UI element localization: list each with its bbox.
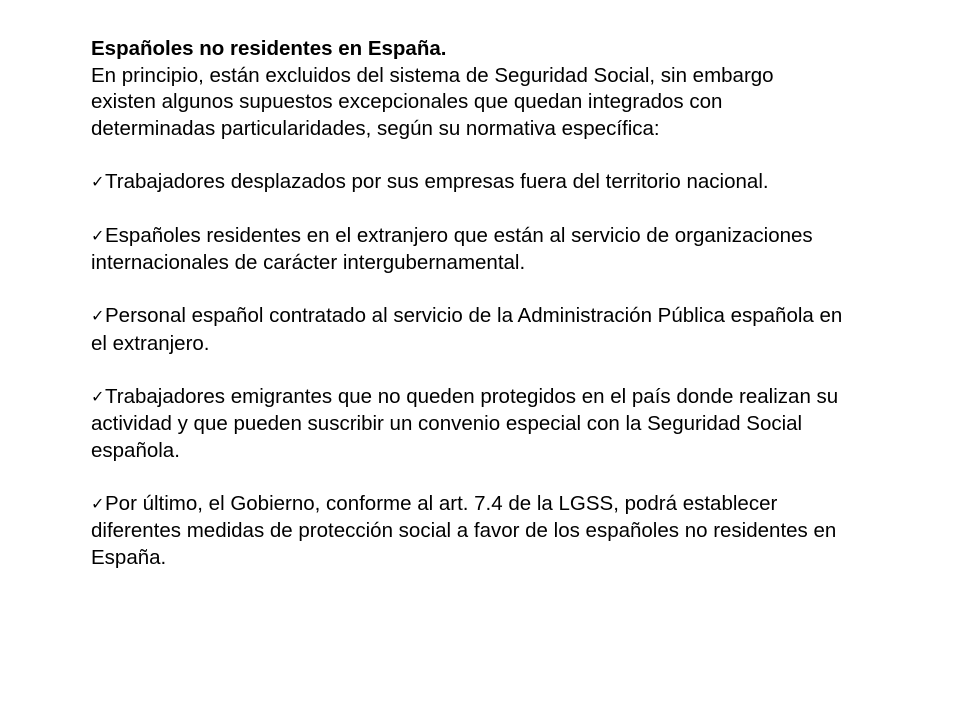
slide-title: Españoles no residentes en España.	[91, 37, 447, 60]
list-item	[91, 223, 851, 277]
list-item	[91, 384, 851, 465]
checkmark-icon: ✓	[91, 227, 105, 245]
intro-paragraph: En principio, están excluidos del sistema de Seguridad Social, sin embargo existen algunos supuestos excepcionales que quedan integrados con determinadas particularidades, según su normativa específica:	[91, 63, 774, 140]
slide-body	[91, 36, 851, 598]
list-item-text: Españoles residentes en el extranjero que están al servicio de organizaciones internacionales de carácter intergubernamental.	[91, 223, 813, 274]
list-item-text: Personal español contratado al servicio de la Administración Pública española en el extranjero.	[91, 304, 843, 355]
checkmark-icon: ✓	[91, 308, 105, 325]
checkmark-icon: ✓	[91, 495, 105, 513]
list-item-text: Trabajadores desplazados por sus empresas fuera del territorio nacional.	[105, 169, 769, 193]
list-item-text: Por último, el Gobierno, conforme al art. 7.4 de la LGSS, podrá establecer diferentes medidas de protección social a favor de los españoles no residentes en España.	[91, 491, 837, 569]
list-item	[91, 491, 851, 572]
bullet-list	[91, 169, 851, 572]
list-item	[91, 303, 851, 357]
list-item-text: Trabajadores emigrantes que no queden protegidos en el país donde realizan su actividad y que pueden suscribir un convenio especial con la Seguridad Social española.	[91, 384, 839, 462]
checkmark-icon: ✓	[91, 388, 105, 406]
list-item	[91, 169, 851, 197]
checkmark-icon: ✓	[91, 173, 105, 191]
